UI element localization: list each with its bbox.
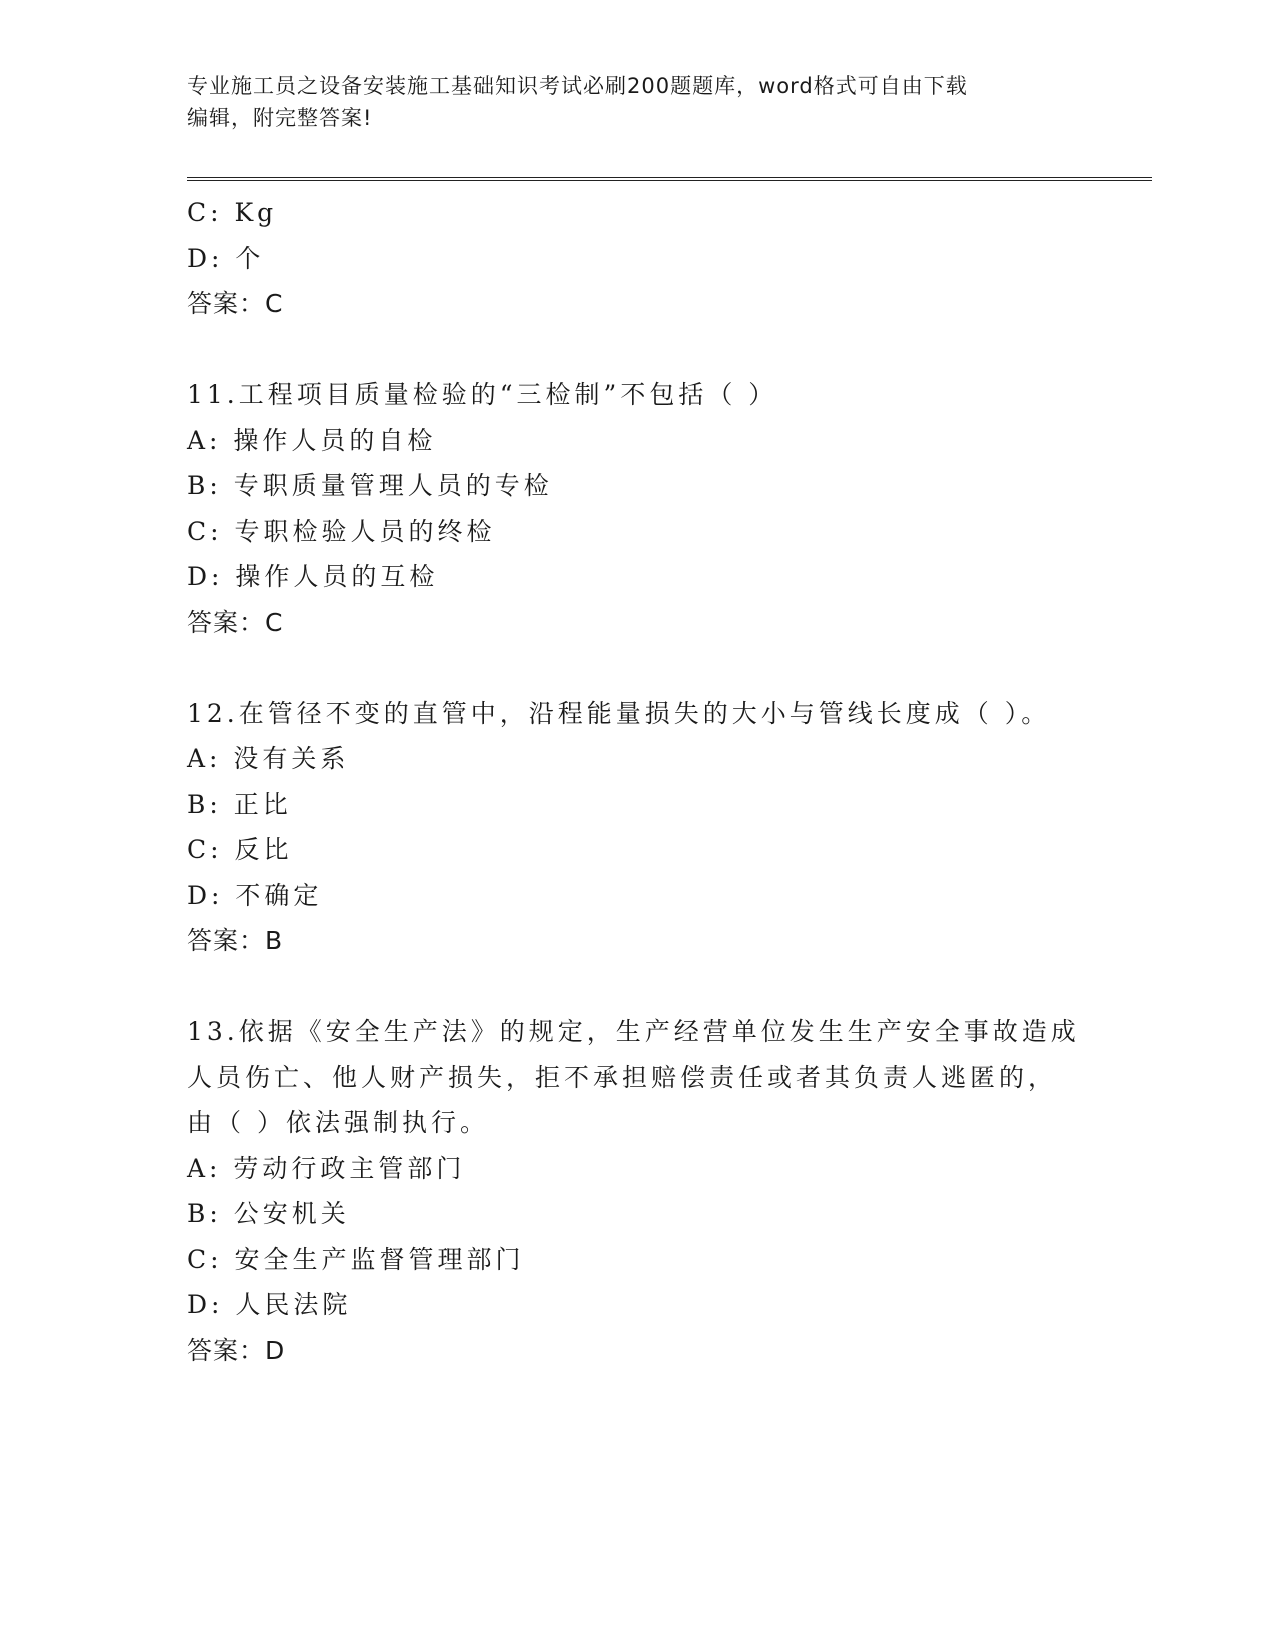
answer-line: 答案：C xyxy=(187,607,284,637)
question-title-line-3: 由（ ）依法强制执行。 xyxy=(187,1108,489,1137)
question-title-line-1: 13.依据《安全生产法》的规定，生产经营单位发生生产安全事故造成 xyxy=(187,1017,1080,1046)
option-d: D: 操作人员的互检 xyxy=(187,562,439,591)
option-d: D: 个 xyxy=(187,243,265,273)
question-title: 12.在管径不变的直管中，沿程能量损失的大小与管线长度成（ ）。 xyxy=(187,698,1051,728)
header-title-line-2: 编辑，附完整答案! xyxy=(187,106,373,130)
spacer xyxy=(187,964,1087,1010)
option-a: A: 没有关系 xyxy=(187,744,350,773)
answer-line: 答案：C xyxy=(187,289,284,318)
spacer xyxy=(187,327,1087,373)
question-content xyxy=(187,190,1087,1373)
option-b: B: 专职质量管理人员的专检 xyxy=(187,471,553,500)
answer-line: 答案：D xyxy=(187,1335,286,1365)
spacer xyxy=(187,645,1087,691)
option-a: A: 劳动行政主管部门 xyxy=(187,1153,466,1183)
option-a: A: 操作人员的自检 xyxy=(187,425,437,455)
option-d: D: 不确定 xyxy=(187,880,323,910)
header-title-line-1: 专业施工员之设备安装施工基础知识考试必刷200题题库，word格式可自由下载 xyxy=(187,74,968,98)
option-c: C: 安全生产监督管理部门 xyxy=(187,1244,525,1274)
option-d: D: 人民法院 xyxy=(187,1290,352,1319)
option-c: C: 反比 xyxy=(187,835,293,864)
question-title-line-2: 人员伤亡、他人财产损失，拒不承担赔偿责任或者其负责人逃匿的， xyxy=(187,1062,1058,1092)
option-b: B: 正比 xyxy=(187,789,292,819)
option-c: C: Kg xyxy=(187,198,278,227)
option-b: B: 公安机关 xyxy=(187,1199,350,1228)
header-divider xyxy=(187,177,1152,181)
answer-line: 答案：B xyxy=(187,926,284,955)
document-header xyxy=(187,70,1087,134)
question-title: 11.工程项目质量检验的“三检制”不包括（ ） xyxy=(187,380,778,409)
option-c: C: 专职检验人员的终检 xyxy=(187,516,496,546)
